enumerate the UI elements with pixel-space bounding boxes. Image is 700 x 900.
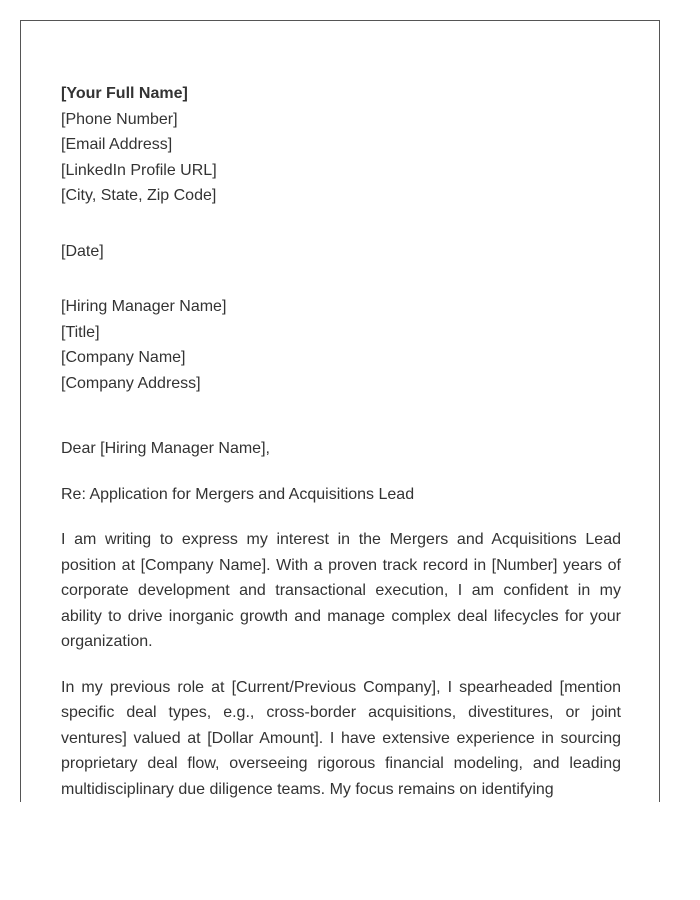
letter-content [61,81,621,802]
letter-page [20,20,660,802]
body-paragraph: I am writing to express my interest in the Mergers and Acquisitions Lead position at [Company Name]. With a proven track record in [Number] years of corporate development and transactional execution, I am confident in my ability to drive inorganic growth and manage complex deal lifecycles for your organization. [61,531,621,650]
recipient-address: [Company Address] [61,374,201,392]
sender-phone: [Phone Number] [61,110,178,128]
letter-date: [Date] [61,242,104,260]
sender-name: [Your Full Name] [61,85,188,102]
subject-line: Re: Application for Mergers and Acquisitions Lead [61,485,415,503]
recipient-block [61,294,621,396]
salutation: Dear [Hiring Manager Name], [61,440,270,457]
recipient-title: [Title] [61,323,100,341]
sender-block [61,81,621,209]
sender-email: [Email Address] [61,136,173,153]
sender-location: [City, State, Zip Code] [61,187,217,204]
recipient-company: [Company Name] [61,349,186,366]
recipient-name: [Hiring Manager Name] [61,298,227,315]
sender-linkedin: [LinkedIn Profile URL] [61,161,217,179]
body-paragraph: In my previous role at [Current/Previous Company], I spearheaded [mention specific deal types, e.g., cross-border acquisitions, divestitures, or joint ventures] valued at [Dollar Amount]. I have extensive experience in sourcing proprietary deal flow, overseeing rigorous financial modeling, and leading multidisciplinary due diligence teams. My focus remains on identifying [61,678,621,798]
